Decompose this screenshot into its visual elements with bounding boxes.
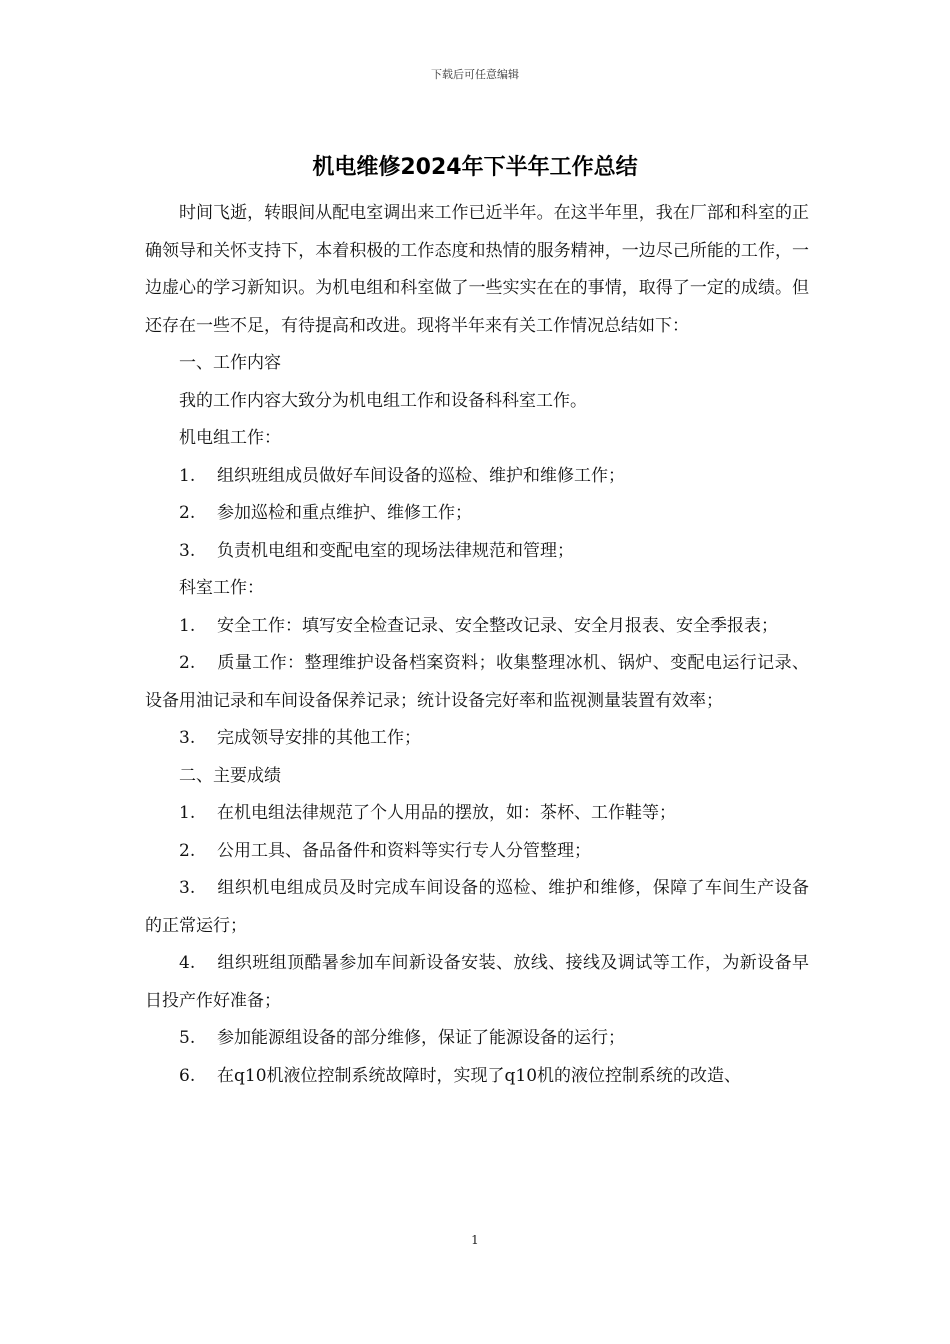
paragraph: 二、主要成绩 (179, 765, 281, 786)
list-item-text: 完成领导安排的其他工作； (217, 728, 421, 748)
list-item-number: 4. (179, 953, 196, 973)
list-item (145, 870, 809, 945)
paragraph: 机电组工作： (179, 428, 281, 448)
list-item-number: 1. (179, 803, 196, 823)
list-item-number: 5. (179, 1028, 196, 1048)
list-item (145, 720, 809, 758)
list-item (145, 533, 809, 571)
paragraph: 科室工作： (179, 578, 264, 598)
list-item-text: 负责机电组和变配电室的现场法律规范和管理； (217, 540, 574, 561)
list-item (145, 1020, 809, 1058)
list-item-number: 2. (179, 653, 196, 673)
list-item-text: 在机电组法律规范了个人用品的摆放，如：茶杯、工作鞋等； (217, 803, 676, 823)
list-item-text: 参加巡检和重点维护、维修工作； (217, 503, 472, 523)
paragraph: 一、工作内容 (179, 353, 281, 373)
document-body (145, 195, 809, 1095)
list-item (145, 495, 809, 533)
list-item (145, 945, 809, 1020)
list-item-number: 3. (179, 728, 196, 748)
list-item-text: 参加能源组设备的部分维修，保证了能源设备的运行； (217, 1028, 625, 1048)
list-item-number: 1. (179, 465, 196, 486)
list-item-text: 组织班组顶酷暑参加车间新设备安装、放线、接线及调试等工作，为新设备早日投产作好准备； (145, 953, 809, 1011)
page-header: 下载后可任意编辑 (431, 68, 519, 81)
list-item (145, 833, 809, 871)
list-item-text: 在q10机液位控制系统故障时，实现了q10机的液位控制系统的改造、 (217, 1065, 742, 1086)
list-item (145, 608, 809, 646)
list-item (145, 795, 809, 833)
list-item-number: 3. (179, 878, 196, 898)
list-item-text: 公用工具、备品备件和资料等实行专人分管整理； (217, 840, 591, 861)
list-item-text: 组织班组成员做好车间设备的巡检、维护和维修工作； (217, 465, 625, 486)
list-item (145, 458, 809, 496)
list-item-number: 2. (179, 840, 196, 861)
list-item-number: 3. (179, 540, 196, 561)
paragraph: 时间飞逝，转眼间从配电室调出来工作已近半年。在这半年里，我在厂部和科室的正确领导和关怀支持下，本着积极的工作态度和热情的服务精神，一边尽己所能的工作，一边虚心的学习新知识。为机电组和科室做了一些实实在在的事情，取得了一定的成绩。但还存在一些不足，有待提高和改进。现将半年来有关工作情况总结如下： (145, 203, 809, 336)
list-item-number: 2. (179, 503, 196, 523)
list-item-number: 6. (179, 1065, 196, 1086)
document-title: 机电维修2024年下半年工作总结 (312, 155, 638, 180)
paragraph: 我的工作内容大致分为机电组工作和设备科科室工作。 (179, 390, 587, 411)
page-number: 1 (471, 1233, 479, 1247)
list-item-text: 组织机电组成员及时完成车间设备的巡检、维护和维修，保障了车间生产设备的正常运行； (145, 878, 809, 936)
list-item-text: 质量工作：整理维护设备档案资料；收集整理冰机、锅炉、变配电运行记录、设备用油记录和车间设备保养记录；统计设备完好率和监视测量装置有效率； (145, 653, 809, 711)
list-item-text: 安全工作：填写安全检查记录、安全整改记录、安全月报表、安全季报表； (217, 615, 778, 636)
list-item-number: 1. (179, 615, 196, 636)
list-item (145, 645, 809, 720)
list-item (145, 1058, 809, 1096)
